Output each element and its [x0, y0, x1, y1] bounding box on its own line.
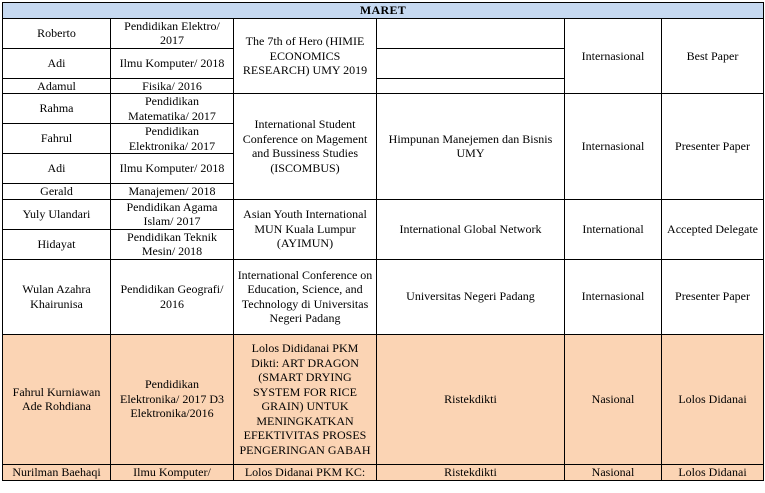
student-name: Gerald	[3, 184, 111, 200]
event-name: Lolos Dididanai PKM Dikti: ART DRAGON (SMART DRYING SYSTEM FOR RICE GRAIN) UNTUK MENINGKATKAN EFEKTIVITAS PROSES PENGERINGAN GABAH	[234, 334, 377, 464]
achievements-table	[2, 2, 764, 481]
event-level: International	[565, 199, 662, 259]
student-major: Pendidikan Elektronika/ 2017	[111, 124, 234, 154]
student-major: Pendidikan Teknik Mesin/ 2018	[111, 229, 234, 259]
organizer: Ristekdikti	[377, 334, 565, 464]
student-major: Ilmu Komputer/ 2018	[111, 48, 234, 78]
student-name: Hidayat	[3, 229, 111, 259]
table-row	[3, 18, 764, 48]
table-row	[3, 199, 764, 229]
student-name: Fahrul	[3, 124, 111, 154]
month-header: MARET	[3, 3, 764, 19]
table-row	[3, 94, 764, 124]
student-major: Pendidikan Agama Islam/ 2017	[111, 199, 234, 229]
achievement: Accepted Delegate	[662, 199, 764, 259]
event-name: Lolos Didanai PKM KC:	[234, 464, 377, 480]
organizer: Himpunan Manejemen dan Bisnis UMY	[377, 94, 565, 200]
event-level: Nasional	[565, 334, 662, 464]
student-major: Manajemen/ 2018	[111, 184, 234, 200]
student-name: Adamul	[3, 78, 111, 94]
student-major: Pendidikan Geografi/ 2016	[111, 259, 234, 334]
student-name: Adi	[3, 154, 111, 184]
achievement: Presenter Paper	[662, 259, 764, 334]
student-major: Pendidikan Elektro/ 2017	[111, 18, 234, 48]
achievement: Best Paper	[662, 18, 764, 94]
student-name: Wulan Azahra Khairunisa	[3, 259, 111, 334]
table-row	[3, 334, 764, 464]
student-major: Ilmu Komputer/ 2018	[111, 154, 234, 184]
event-level: Internasional	[565, 259, 662, 334]
table-row	[3, 259, 764, 334]
student-name: Yuly Ulandari	[3, 199, 111, 229]
table-row	[3, 464, 764, 480]
event-name: International Conference on Education, Science, and Technology di Universitas Negeri Padang	[234, 259, 377, 334]
organizer: International Global Network	[377, 199, 565, 259]
organizer: Universitas Negeri Padang	[377, 259, 565, 334]
organizer	[377, 18, 565, 48]
event-name: The 7th of Hero (HIMIE ECONOMICS RESEARCH) UMY 2019	[234, 18, 377, 94]
achievement: Lolos Didanai	[662, 334, 764, 464]
event-level: Internasional	[565, 18, 662, 94]
student-name: Rahma	[3, 94, 111, 124]
achievement: Presenter Paper	[662, 94, 764, 200]
organizer: Ristekdikti	[377, 464, 565, 480]
event-level: Nasional	[565, 464, 662, 480]
organizer	[377, 78, 565, 94]
student-major: Pendidikan Matematika/ 2017	[111, 94, 234, 124]
organizer	[377, 48, 565, 78]
event-level: Internasional	[565, 94, 662, 200]
student-name: Nurilman Baehaqi	[3, 464, 111, 480]
student-major: Pendidikan Elektronika/ 2017 D3 Elektronika/2016	[111, 334, 234, 464]
student-major: Fisika/ 2016	[111, 78, 234, 94]
student-name: Adi	[3, 48, 111, 78]
student-name: Roberto	[3, 18, 111, 48]
achievement: Lolos Didanai	[662, 464, 764, 480]
event-name: International Student Conference on Magement and Bussiness Studies (ISCOMBUS)	[234, 94, 377, 200]
student-major: Ilmu Komputer/	[111, 464, 234, 480]
student-name: Fahrul Kurniawan Ade Rohdiana	[3, 334, 111, 464]
event-name: Asian Youth International MUN Kuala Lumpur (AYIMUN)	[234, 199, 377, 259]
month-header-row	[3, 3, 764, 19]
